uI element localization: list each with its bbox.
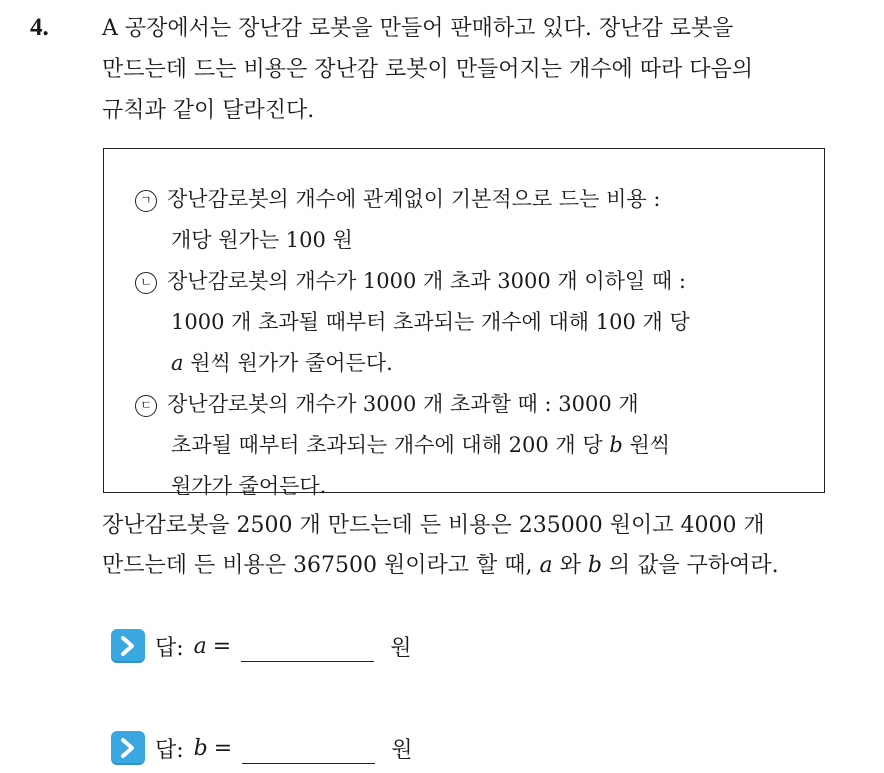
question-line: 만드는데 든 비용은 367500 원이라고 할 때, a 와 b 의 값을 구하여라. xyxy=(102,553,779,578)
answer-row-a xyxy=(111,628,412,664)
rule-text: 원가가 줄어든다. xyxy=(171,474,327,498)
answer-variable: a xyxy=(193,633,207,659)
variable-a: a xyxy=(171,351,184,375)
question-line: 장난감로봇을 2500 개 만드는데 든 비용은 235000 원이고 4000 개 xyxy=(102,513,765,538)
intro-line: 규칙과 같이 달라진다. xyxy=(102,98,315,123)
rule-text: 장난감로봇의 개수가 3000 개 초과할 때 : 3000 개 xyxy=(167,392,639,416)
variable-b: b xyxy=(587,553,602,578)
answer-label: 답: xyxy=(155,737,184,763)
question-text xyxy=(102,506,872,586)
rule-text: 원씩 원가가 줄어든다. xyxy=(183,351,393,375)
rule-text: 원씩 xyxy=(622,433,671,457)
intro-line: 만드는데 드는 비용은 장난감 로봇이 만들어지는 개수에 따라 다음의 xyxy=(102,57,754,82)
rule-item xyxy=(135,384,670,507)
rule-text: 초과될 때부터 초과되는 개수에 대해 200 개 당 xyxy=(171,433,610,457)
circled-marker-icon: ㄷ xyxy=(135,395,157,417)
chevron-right-icon xyxy=(111,731,145,765)
rule-text: 개당 원가는 100 원 xyxy=(171,228,353,252)
variable-b: b xyxy=(609,433,623,457)
answer-unit: 원 xyxy=(391,737,413,763)
answer-label: 답: xyxy=(155,635,184,661)
answer-a-input[interactable] xyxy=(241,631,374,662)
problem-intro xyxy=(102,8,872,131)
rule-item xyxy=(135,179,660,261)
variable-a: a xyxy=(539,553,553,578)
rule-item xyxy=(135,261,690,384)
answer-unit: 원 xyxy=(390,635,412,661)
equals-sign: = xyxy=(213,735,233,761)
answer-variable: b xyxy=(193,735,208,761)
answer-row-b xyxy=(111,730,412,766)
circled-marker-icon: ㄱ xyxy=(135,190,157,212)
rule-text: 장난감로봇의 개수가 1000 개 초과 3000 개 이하일 때 : xyxy=(167,269,686,293)
equals-sign: = xyxy=(212,633,232,659)
rules-box xyxy=(103,148,825,498)
answer-b-input[interactable] xyxy=(242,733,375,764)
rule-text: 장난감로봇의 개수에 관계없이 기본적으로 드는 비용 : xyxy=(167,187,661,211)
intro-line: A 공장에서는 장난감 로봇을 만들어 판매하고 있다. 장난감 로봇을 xyxy=(102,16,734,41)
chevron-right-icon xyxy=(111,629,145,663)
problem-number: 4. xyxy=(30,14,49,41)
circled-marker-icon: ㄴ xyxy=(135,272,157,294)
rule-text: 1000 개 초과될 때부터 초과되는 개수에 대해 100 개 당 xyxy=(171,310,690,334)
